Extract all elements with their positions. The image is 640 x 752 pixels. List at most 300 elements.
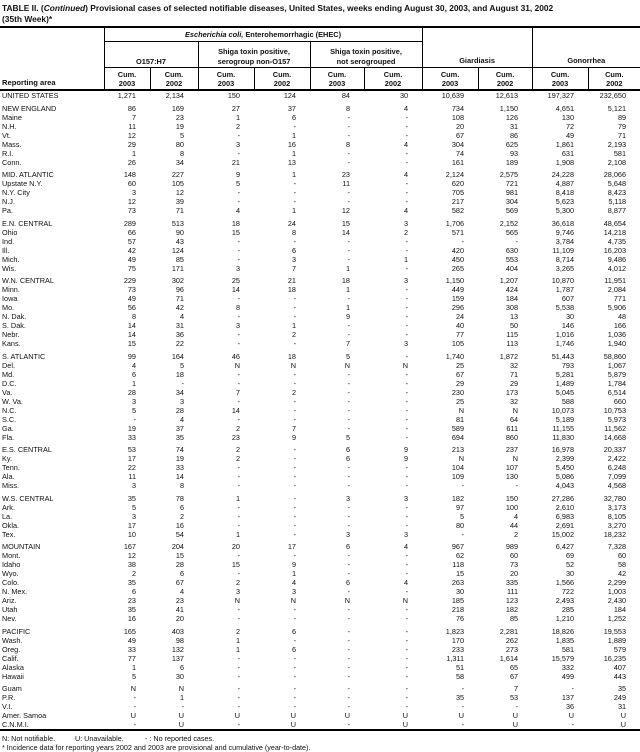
value-cell: - <box>405 148 409 158</box>
reporting-area-cell: E.N. CENTRAL <box>2 218 53 228</box>
value-cell: 1,252 <box>607 614 627 623</box>
reporting-area-cell: Amer. Samoa <box>2 711 47 720</box>
value-cell: - <box>461 720 465 729</box>
value-cell: 35 <box>127 493 136 503</box>
value-cell: 84 <box>341 91 350 100</box>
value-cell: 3 <box>404 339 409 348</box>
value-cell: - <box>405 197 409 206</box>
value-cell: - <box>237 378 240 388</box>
ehec-rest-label: Enterohemorrhagic (EHEC) <box>243 30 342 39</box>
value-cell: 2,124 <box>445 170 465 179</box>
value-cell: 1 <box>235 635 240 645</box>
table-row <box>0 530 640 539</box>
value-cell: 611 <box>506 423 519 433</box>
value-cell: 26 <box>127 157 136 167</box>
value-cell: 18 <box>341 276 350 285</box>
table-row <box>0 406 640 415</box>
value-cell: - <box>237 614 240 623</box>
value-cell: 80 <box>455 520 465 530</box>
value-cell: 171 <box>171 263 184 273</box>
notifiable-diseases-table <box>0 26 640 731</box>
value-cell: - <box>405 130 409 140</box>
value-cell: 424 <box>505 285 519 294</box>
value-cell: 7 <box>131 112 136 122</box>
value-cell: 989 <box>505 542 519 551</box>
value-cell: 71 <box>175 294 184 303</box>
reporting-area-cell: Wash. <box>2 635 23 645</box>
value-cell: 5 <box>345 351 350 361</box>
value-cell: 49 <box>127 254 136 264</box>
value-cell: 1 <box>131 148 136 158</box>
value-cell: 4 <box>404 578 409 587</box>
value-cell: 1 <box>291 148 296 158</box>
reporting-area-cell: UNITED STATES <box>2 91 59 100</box>
value-cell: 79 <box>617 121 627 131</box>
value-cell: - <box>405 263 409 273</box>
value-cell: - <box>347 653 350 663</box>
table-row <box>0 560 640 569</box>
value-cell: - <box>461 481 465 490</box>
table-row <box>0 219 640 228</box>
value-cell: 1,784 <box>607 378 627 388</box>
value-cell: - <box>571 684 575 693</box>
table-title <box>0 3 640 24</box>
value-cell: 3 <box>404 276 409 285</box>
value-cell: 11 <box>342 179 350 188</box>
value-cell: 2 <box>131 569 136 578</box>
value-cell: - <box>347 396 350 406</box>
value-cell: 332 <box>561 662 575 672</box>
value-cell: 67 <box>455 130 465 140</box>
value-cell: - <box>237 312 240 321</box>
value-cell: 31 <box>617 702 627 711</box>
value-cell: 1 <box>291 206 296 215</box>
value-cell: 420 <box>451 245 465 255</box>
value-cell: 8 <box>179 481 184 490</box>
value-cell: 308 <box>505 303 519 312</box>
value-cell: 4,012 <box>607 263 627 273</box>
reporting-area-cell: Maine <box>2 112 22 122</box>
value-cell: 6 <box>179 569 184 578</box>
value-cell: 16 <box>175 520 184 530</box>
value-cell: 29 <box>127 139 136 149</box>
value-cell: - <box>293 493 296 503</box>
value-cell: 233 <box>451 644 465 654</box>
value-cell: 4 <box>131 360 136 370</box>
value-cell: 197,327 <box>547 91 575 100</box>
value-cell: - <box>347 405 350 415</box>
reporting-area-cell: N. Mex. <box>2 587 28 596</box>
table-header <box>0 27 640 90</box>
value-cell: 14,668 <box>603 432 627 442</box>
value-cell: 1,614 <box>499 653 519 663</box>
value-cell: 2 <box>514 529 519 539</box>
value-cell: 25 <box>455 396 465 406</box>
title-week: (35th Week)* <box>2 13 53 24</box>
table-row <box>0 720 640 730</box>
reporting-area-cell: S. Dak. <box>2 321 26 330</box>
reporting-area-cell: Oreg. <box>2 644 21 654</box>
value-cell: U <box>402 711 409 720</box>
value-cell: 32,780 <box>603 493 627 503</box>
value-cell: - <box>405 662 409 672</box>
value-cell: 8 <box>345 103 350 113</box>
value-cell: 12 <box>127 130 136 140</box>
reporting-area-cell: N.J. <box>2 197 15 206</box>
value-cell: 15,579 <box>551 653 575 663</box>
value-cell: - <box>293 405 296 415</box>
reporting-area-cell: Ohio <box>2 227 18 237</box>
value-cell: 4 <box>404 170 409 179</box>
value-cell: - <box>293 197 296 206</box>
value-cell: 6,248 <box>607 463 627 472</box>
value-cell: 3 <box>235 263 240 273</box>
table-row <box>0 379 640 388</box>
table-row <box>0 158 640 167</box>
table-row <box>0 188 640 197</box>
value-cell: - <box>405 312 409 321</box>
value-cell: 5,648 <box>607 179 627 188</box>
table-row <box>0 122 640 131</box>
value-cell: 15 <box>127 339 136 348</box>
value-cell: 2,691 <box>555 520 575 530</box>
value-cell: 589 <box>451 423 465 433</box>
value-cell: - <box>347 157 350 167</box>
value-cell: - <box>237 148 240 158</box>
value-cell: 12 <box>127 551 136 560</box>
value-cell: 23 <box>175 596 184 605</box>
value-cell: 407 <box>613 662 627 672</box>
value-cell: - <box>347 560 350 569</box>
value-cell: 28 <box>175 560 184 569</box>
value-cell: 30 <box>565 312 575 321</box>
value-cell: - <box>293 502 296 512</box>
reporting-area-cell: Mich. <box>2 254 20 264</box>
value-cell: 58,860 <box>603 351 627 361</box>
value-cell: 7,099 <box>607 472 627 481</box>
value-cell: 24 <box>287 218 296 228</box>
value-cell: - <box>515 481 519 490</box>
value-cell: - <box>405 605 409 614</box>
value-cell: 67 <box>455 369 465 379</box>
reporting-area-cell: Calif. <box>2 653 19 663</box>
value-cell: 1 <box>291 170 296 179</box>
reporting-area-cell: S.C. <box>2 414 17 424</box>
value-cell: - <box>405 236 409 246</box>
value-cell: 6 <box>345 454 350 463</box>
value-cell: 75 <box>127 263 136 273</box>
value-cell: 30 <box>399 91 409 100</box>
value-cell: 6 <box>291 245 296 255</box>
value-cell: 11,155 <box>552 423 575 433</box>
value-cell: - <box>347 626 350 636</box>
value-cell: - <box>293 511 296 521</box>
value-cell: 1,271 <box>117 91 136 100</box>
value-cell: 3 <box>404 493 409 503</box>
value-cell: 23 <box>175 112 184 122</box>
value-cell: 16,235 <box>603 653 627 663</box>
value-cell: 2,430 <box>607 596 627 605</box>
value-cell: 2 <box>235 626 240 636</box>
value-cell: 1,150 <box>445 276 465 285</box>
value-cell: 54 <box>175 529 184 539</box>
value-cell: 249 <box>613 693 627 702</box>
value-cell: 150 <box>505 493 519 503</box>
value-cell: - <box>237 330 240 339</box>
value-cell: 21 <box>287 276 296 285</box>
value-cell: 67 <box>175 578 184 587</box>
value-cell: 5,045 <box>555 387 575 397</box>
value-cell: - <box>347 511 350 521</box>
value-cell: 553 <box>505 254 519 264</box>
value-cell: - <box>293 662 296 672</box>
table-row <box>0 140 640 149</box>
value-cell: 49 <box>127 635 136 645</box>
value-cell: 10,639 <box>441 91 465 100</box>
value-cell: - <box>133 720 136 729</box>
value-cell: 262 <box>505 635 519 645</box>
value-cell: 104 <box>451 463 465 472</box>
table-row <box>0 614 640 623</box>
value-cell: 499 <box>561 671 575 681</box>
reporting-area-cell: Md. <box>2 369 15 379</box>
value-cell: U <box>568 711 575 720</box>
value-cell: 48,654 <box>603 218 627 228</box>
value-cell: 9,486 <box>607 254 627 264</box>
value-cell: 30 <box>455 587 465 596</box>
value-cell: - <box>405 157 409 167</box>
value-cell: 1,861 <box>555 139 575 149</box>
value-cell: 85 <box>175 254 184 264</box>
value-cell: 27 <box>231 103 240 113</box>
value-cell: 3 <box>291 587 296 596</box>
value-cell: - <box>237 511 240 521</box>
value-cell: U <box>620 720 627 729</box>
table-row <box>0 481 640 490</box>
value-cell: 159 <box>451 294 465 303</box>
value-cell: 3,173 <box>607 502 627 512</box>
value-cell: 2,493 <box>555 596 575 605</box>
value-cell: - <box>347 702 350 711</box>
value-cell: 14 <box>231 285 240 294</box>
value-cell: 130 <box>561 112 575 122</box>
reporting-area-cell: Mo. <box>2 303 15 312</box>
value-cell: 16,203 <box>603 245 627 255</box>
value-cell: 10,870 <box>551 276 575 285</box>
ehec-group-header <box>104 27 422 42</box>
value-cell: 28 <box>175 405 184 415</box>
value-cell: - <box>237 245 240 255</box>
table-row <box>0 104 640 113</box>
reporting-area-cell: La. <box>2 511 13 521</box>
value-cell: 62 <box>455 551 465 560</box>
value-cell: 124 <box>283 91 296 100</box>
table-row <box>0 693 640 702</box>
value-cell: - <box>405 644 409 654</box>
value-cell: 27,286 <box>551 493 575 503</box>
reporting-area-cell: Okla. <box>2 520 20 530</box>
value-cell: 571 <box>451 227 465 237</box>
value-cell: - <box>347 520 350 530</box>
value-cell: 35 <box>617 684 627 693</box>
subgroup-label: O157:H7 <box>136 56 166 66</box>
value-cell: 620 <box>451 179 465 188</box>
value-cell: - <box>461 684 465 693</box>
reporting-area-cell: D.C. <box>2 378 17 388</box>
value-cell: - <box>293 303 296 312</box>
value-cell: - <box>405 387 409 397</box>
value-cell: 5 <box>131 405 136 415</box>
value-cell: 1 <box>235 529 240 539</box>
value-cell: 1,787 <box>555 285 575 294</box>
value-cell: 2,299 <box>607 578 627 587</box>
value-cell: 2,193 <box>607 139 627 149</box>
value-cell: 4 <box>179 414 184 424</box>
value-cell: N <box>344 360 350 370</box>
value-cell: 2 <box>235 454 240 463</box>
value-cell: 5,906 <box>607 303 627 312</box>
value-cell: 1 <box>291 569 296 578</box>
value-cell: 12 <box>175 188 184 197</box>
value-cell: 57 <box>127 236 136 246</box>
table-row <box>0 542 640 551</box>
reporting-area-cell: Ariz. <box>2 596 17 605</box>
value-cell: 44 <box>509 520 519 530</box>
table-row <box>0 596 640 605</box>
value-cell: - <box>347 502 350 512</box>
reporting-area-cell: N.Y. City <box>2 188 30 197</box>
value-cell: 35 <box>455 693 465 702</box>
value-cell: - <box>293 236 296 246</box>
reporting-area-cell: Mass. <box>2 139 22 149</box>
value-cell: - <box>405 520 409 530</box>
value-cell: 1 <box>291 321 296 330</box>
reporting-area-cell: R.I. <box>2 148 14 158</box>
reporting-area-cell: C.N.M.I. <box>2 720 29 729</box>
value-cell: 17 <box>287 542 296 551</box>
value-cell: 1,311 <box>446 653 465 663</box>
value-cell: 8 <box>235 303 240 312</box>
value-cell: 16 <box>287 139 296 149</box>
value-cell: 8,423 <box>607 188 627 197</box>
value-cell: 100 <box>505 502 519 512</box>
value-cell: 227 <box>171 170 184 179</box>
value-cell: 4 <box>404 139 409 149</box>
reporting-area-cell: Ark. <box>2 502 15 512</box>
value-cell: 218 <box>451 605 465 614</box>
value-cell: 2 <box>235 121 240 131</box>
value-cell: 1 <box>345 303 350 312</box>
value-cell: 150 <box>227 91 240 100</box>
value-cell: 41 <box>175 605 184 614</box>
value-cell: 967 <box>451 542 465 551</box>
value-cell: 7 <box>235 387 240 397</box>
value-cell: - <box>347 662 350 672</box>
value-cell: 34 <box>175 387 184 397</box>
value-cell: 265 <box>451 263 465 273</box>
reporting-area-cell: Fla. <box>2 432 15 442</box>
value-cell: 5,281 <box>555 369 575 379</box>
value-cell: 3 <box>131 511 136 521</box>
value-cell: 2 <box>235 423 240 433</box>
value-cell: 53 <box>509 693 519 702</box>
value-cell: 2,399 <box>555 454 575 463</box>
reporting-area-cell: Guam <box>2 684 22 693</box>
reporting-area-cell: Alaska <box>2 662 24 672</box>
value-cell: 182 <box>505 605 519 614</box>
value-cell: 1,835 <box>555 635 575 645</box>
value-cell: 1,823 <box>445 626 465 636</box>
value-cell: 403 <box>171 626 184 636</box>
value-cell: 60 <box>127 179 136 188</box>
value-cell: 97 <box>455 502 465 512</box>
value-cell: 10,753 <box>603 405 627 415</box>
value-cell: 23 <box>341 170 350 179</box>
value-cell: 2 <box>291 387 296 397</box>
reporting-area-cell: Utah <box>2 605 18 614</box>
value-cell: 1 <box>235 493 240 503</box>
table-row <box>0 264 640 273</box>
value-cell: 4 <box>404 103 409 113</box>
value-cell: - <box>515 702 519 711</box>
value-cell: 3 <box>179 396 184 406</box>
value-cell: - <box>133 702 136 711</box>
reporting-area-cell: W.N. CENTRAL <box>2 276 54 285</box>
value-cell: 73 <box>127 206 136 215</box>
value-cell: - <box>237 130 240 140</box>
value-cell: 74 <box>455 148 465 158</box>
value-cell: 607 <box>561 294 575 303</box>
value-cell: 630 <box>505 245 519 255</box>
value-cell: - <box>347 693 350 702</box>
gonorrhea-group-header: Gonorrhea <box>532 27 640 68</box>
value-cell: - <box>237 662 240 672</box>
value-cell: - <box>133 693 136 702</box>
table-row <box>0 627 640 636</box>
value-cell: 99 <box>127 351 136 361</box>
value-cell: 5 <box>460 511 465 521</box>
value-cell: 722 <box>561 587 575 596</box>
value-cell: 3 <box>291 254 296 264</box>
value-cell: - <box>347 387 350 397</box>
value-cell: 8,105 <box>607 511 627 521</box>
value-cell: 161 <box>451 157 465 167</box>
value-cell: 148 <box>123 170 136 179</box>
value-cell: - <box>293 684 296 693</box>
value-cell: 660 <box>613 396 627 406</box>
value-cell: 631 <box>561 148 575 158</box>
value-cell: 4 <box>514 511 519 521</box>
value-cell: 46 <box>231 351 240 361</box>
table-row <box>0 494 640 503</box>
value-cell: N <box>402 596 409 605</box>
table-row <box>0 339 640 348</box>
value-cell: 1,016 <box>555 330 575 339</box>
reporting-area-cell: Idaho <box>2 560 21 569</box>
col-header-o157-2002: Cum. 2002 <box>150 68 198 91</box>
table-row <box>0 654 640 663</box>
value-cell: U <box>512 720 519 729</box>
value-cell: 1,067 <box>607 360 627 370</box>
value-cell: 513 <box>171 218 184 228</box>
value-cell: U <box>344 711 350 720</box>
value-cell: 2,575 <box>499 170 519 179</box>
title-continued: Continued <box>43 3 86 13</box>
value-cell: 285 <box>561 605 575 614</box>
value-cell: - <box>461 236 465 246</box>
value-cell: 1,908 <box>555 157 575 167</box>
value-cell: - <box>237 414 240 424</box>
